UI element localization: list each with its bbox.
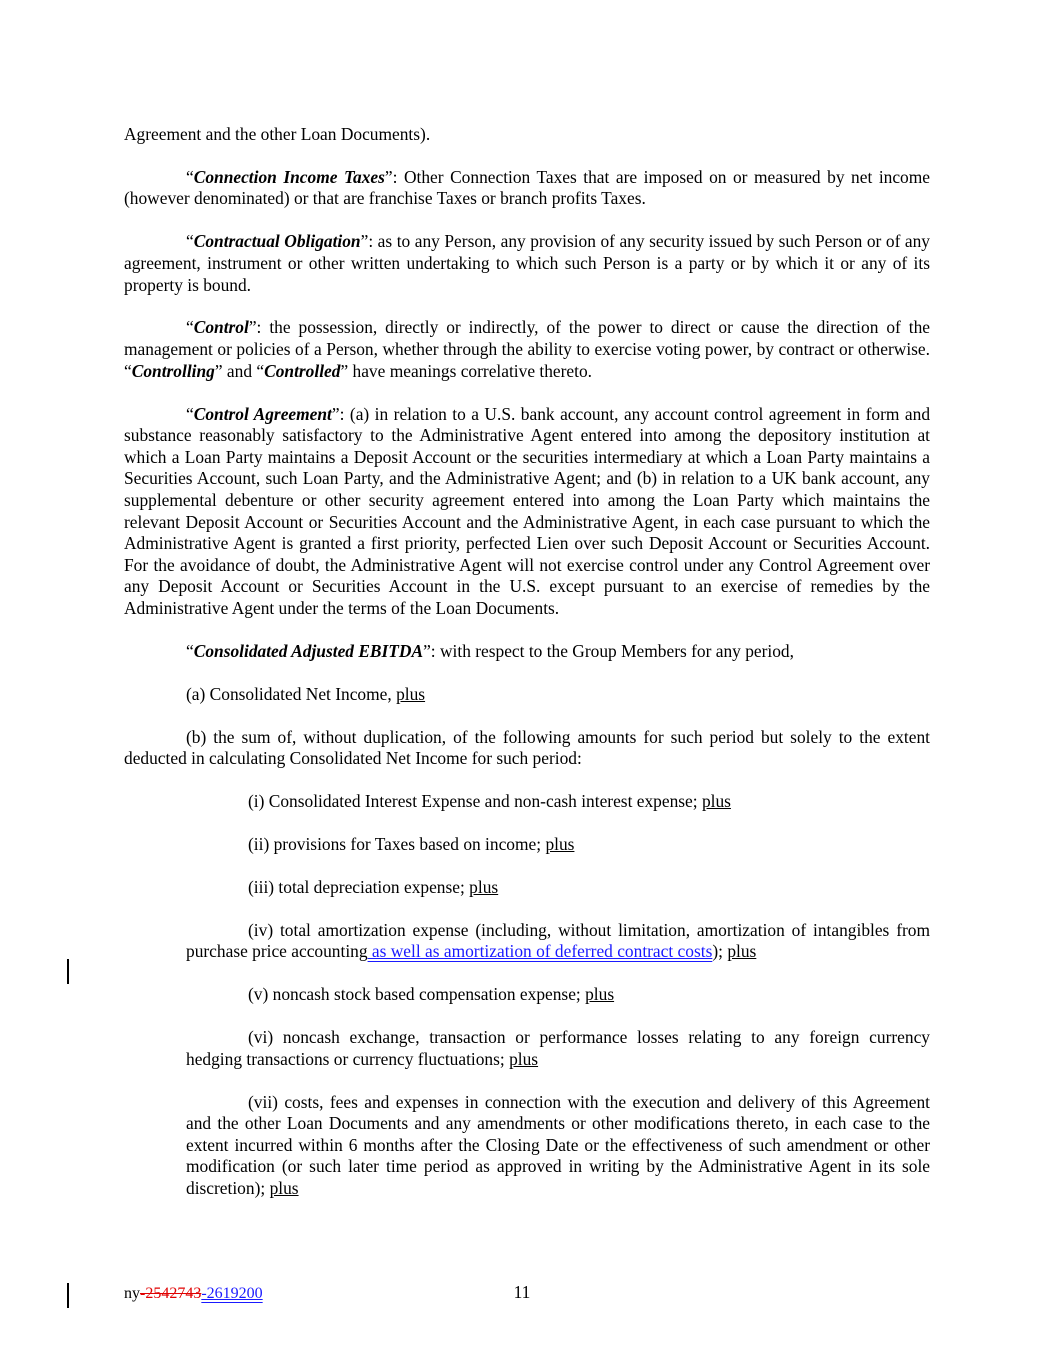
page-number: 11 — [513, 1282, 531, 1302]
clause-text: (ii) provisions for Taxes based on income; — [248, 833, 546, 854]
intro-text: Agreement and the other Loan Documents). — [124, 124, 431, 144]
defined-term-controlled: Controlled — [264, 360, 341, 381]
defined-term: Control — [193, 317, 249, 338]
clause-text: (v) noncash stock based compensation expense; — [248, 984, 586, 1005]
intro-paragraph — [124, 124, 930, 146]
clause-text: (vi) noncash exchange, transaction or performance losses relating to any foreign currency hedging transactions or currency fluctuations; — [186, 1027, 930, 1069]
plus-label: plus — [585, 984, 615, 1005]
plus-label: plus — [545, 833, 575, 854]
clause-text: (i) Consolidated Interest Expense and non-cash interest expense; — [248, 791, 702, 812]
definition-connection-income-taxes — [124, 167, 930, 210]
plus-label: plus — [727, 941, 757, 962]
document-id-prefix: ny — [124, 1285, 140, 1302]
plus-label: plus — [396, 683, 426, 704]
clause-text: (iii) total depreciation expense; — [248, 876, 470, 897]
open-quote: “ — [186, 166, 194, 187]
open-quote: “ — [186, 231, 194, 252]
inserted-text: -2619200 — [201, 1285, 263, 1302]
clause-iv — [186, 920, 930, 963]
clause-iii — [186, 877, 930, 899]
open-quote: “ — [186, 640, 194, 661]
clause-text: (iv) total amortization expense (including, without limitation, amortization of intangibles from purchase price accounting — [186, 919, 930, 962]
clause-ii — [186, 834, 930, 856]
defined-term: Control Agreement — [193, 403, 332, 424]
clause-b — [124, 727, 930, 770]
clause-vi — [186, 1027, 930, 1070]
clause-tail: ); — [712, 941, 728, 962]
plus-label: plus — [269, 1177, 299, 1198]
open-quote: “ — [186, 403, 194, 424]
defined-term-controlling: Controlling — [131, 360, 215, 381]
clause-a — [124, 684, 930, 706]
deleted-text: -2542743 — [140, 1285, 202, 1302]
inserted-text: as well as amortization of deferred contract costs — [367, 941, 713, 962]
definition-text: ”: Other Connection Taxes that are imposed on or measured by net income (however denominated) or that are franchise Taxes or branch profits Taxes. — [124, 166, 931, 209]
open-quote: “ — [186, 317, 194, 338]
clause-text: (b) the sum of, without duplication, of the following amounts for such period but solely to the extent deducted in calculating Consolidated Net Income for such period: — [124, 726, 930, 769]
clause-i — [186, 791, 930, 813]
defined-term: Contractual Obligation — [193, 231, 361, 252]
defined-term: Connection Income Taxes — [193, 166, 385, 187]
clause-text: (a) Consolidated Net Income, — [186, 683, 397, 704]
definition-end: ” have meanings correlative thereto. — [340, 360, 593, 381]
defined-term: Consolidated Adjusted EBITDA — [193, 640, 424, 661]
definition-connector: ” and “ — [214, 360, 265, 381]
clause-v — [186, 984, 930, 1006]
definition-control — [124, 317, 930, 382]
body-text — [124, 124, 930, 1221]
clause-vii — [186, 1092, 930, 1200]
definition-text: ”: as to any Person, any provision of any security issued by such Person or of any agreement, instrument or other written undertaking to which such Person is a party or by which it or any of its property is bound. — [124, 231, 930, 295]
definition-text: ”: the possession, directly or indirectly, of the power to direct or cause the direction of the management or policies of a Person, whether through the ability to exercise voting power, by contract or otherwise. “ — [124, 317, 930, 381]
clause-text: (vii) costs, fees and expenses in connection with the execution and delivery of this Agreement and the other Loan Documents and any amendments or other modifications thereto, in each case to the extent incurred within 6 months after the Closing Date or the effectiveness of such amendment or other modification (or such later time period as approved in writing by the Administrative Agent in its sole discretion); — [186, 1091, 930, 1198]
plus-label: plus — [701, 791, 731, 812]
definition-text: ”: with respect to the Group Members for any period, — [423, 640, 794, 661]
definition-text: ”: (a) in relation to a U.S. bank account, any account control agreement in form and substance reasonably satisfactory to the Administrative Agent entered into among the depository institution at which a Loan Party maintains a Deposit Account or the securities intermediary at which a Loan Party maintains a Securities Account, such Loan Party, and the Administrative Agent; and (b) in relation to a UK bank account, any supplemental debenture or other security agreement entered into among the Loan Party which maintains the relevant Deposit Account or Securities Account and the Administrative Agent, in each case pursuant to which the Administrative Agent is granted a first priority, perfected Lien over such Deposit Account or Securities Account. For the avoidance of doubt, the Administrative Agent will not exercise control under any Control Agreement over any Deposit Account or Securities Account in the U.S. except pursuant to an exercise of remedies by the Administrative Agent under the terms of the Loan Documents. — [124, 403, 931, 618]
plus-label: plus — [509, 1048, 539, 1069]
definition-contractual-obligation — [124, 231, 930, 296]
plus-label: plus — [469, 876, 499, 897]
definition-control-agreement — [124, 404, 930, 620]
definition-consolidated-adjusted-ebitda — [124, 641, 930, 663]
change-bar — [67, 959, 69, 984]
